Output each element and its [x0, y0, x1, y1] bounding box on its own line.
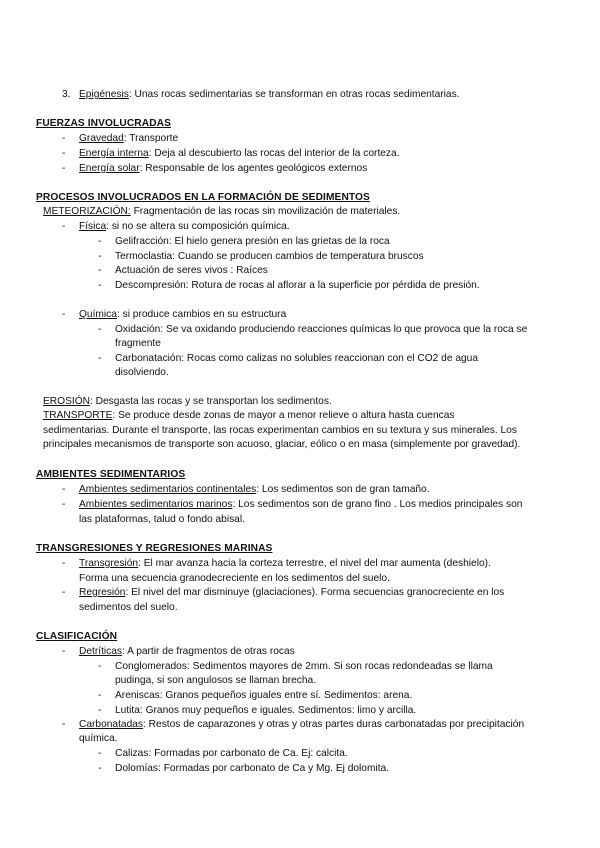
- definition: : Transporte: [123, 133, 179, 144]
- list-item-continuation: pudinga, si son angulosos se llaman brecha.: [115, 675, 317, 686]
- quimica-line: [79, 308, 286, 321]
- bullet-dash: -: [62, 309, 66, 320]
- term: Energía interna: [79, 148, 149, 159]
- definition: : Los sedimentos son de gran tamaño.: [256, 484, 430, 495]
- list-item: [79, 483, 430, 496]
- bullet-dash: -: [62, 484, 66, 495]
- bullet-dash: -: [62, 148, 66, 159]
- bullet-dash: -: [62, 499, 66, 510]
- bullet-dash: -: [98, 661, 102, 672]
- section-heading-ambientes: AMBIENTES SEDIMENTARIOS: [36, 469, 186, 480]
- list-item-continuation: química.: [79, 733, 118, 744]
- term: TRANSPORTE: [43, 410, 113, 421]
- term: Física: [79, 221, 107, 232]
- term: Ambientes sedimentarios marinos: [79, 499, 233, 510]
- intro-line: [79, 88, 460, 101]
- definition: : Los sedimentos son de grano fino . Los medios principales son: [232, 499, 523, 510]
- list-item: [79, 645, 295, 658]
- definition: : Unas rocas sedimentarias se transforman en otras rocas sedimentarias.: [128, 89, 460, 100]
- definition: : El mar avanza hacia la corteza terrestre, el nivel del mar aumenta (deshielo).: [138, 558, 491, 569]
- bullet-dash: -: [98, 324, 102, 335]
- list-item-continuation: Forma una secuencia granodecreciente en los sedimentos del suelo.: [79, 573, 390, 584]
- term: Regresión: [79, 587, 126, 598]
- list-item: [79, 162, 367, 175]
- bullet-dash: -: [98, 763, 102, 774]
- bullet-dash: -: [98, 690, 102, 701]
- definition: : A partir de fragmentos de otras rocas: [122, 646, 295, 657]
- list-item-continuation: fragmente: [115, 338, 161, 349]
- section-heading-fuerzas: FUERZAS INVOLUCRADAS: [36, 118, 172, 129]
- list-item: Conglomerados: Sedimentos mayores de 2mm. Si son rocas redondeadas se llama: [115, 661, 493, 672]
- definition: Fragmentación de las rocas sin movilización de materiales.: [130, 206, 401, 217]
- bullet-dash: -: [62, 221, 66, 232]
- list-item: Lutita: Granos muy pequeños e iguales. Sedimentos: limo y arcilla.: [115, 705, 417, 716]
- bullet-dash: -: [62, 163, 66, 174]
- meteorizacion-line: [43, 205, 400, 218]
- bullet-dash: -: [98, 265, 102, 276]
- bullet-dash: -: [98, 236, 102, 247]
- list-item: Calizas: Formadas por carbonato de Ca. Ej: calcita.: [115, 748, 348, 759]
- bullet-dash: -: [98, 705, 102, 716]
- list-item-continuation: disolviendo.: [115, 367, 169, 378]
- list-item: Termoclastia: Cuando se producen cambios de temperatura bruscos: [115, 251, 424, 262]
- definition: : Se produce desde zonas de mayor a menor relieve o altura hasta cuencas: [112, 410, 455, 421]
- definition: : si produce cambios en su estructura: [116, 309, 287, 320]
- list-item-continuation: las plataformas, talud o fondo abisal.: [79, 514, 245, 525]
- bullet-dash: -: [98, 280, 102, 291]
- section-heading-clasificacion: CLASIFICACIÓN: [36, 631, 118, 642]
- bullet-dash: -: [98, 748, 102, 759]
- erosion-line: [43, 395, 332, 408]
- list-item: [79, 718, 524, 731]
- list-item: [79, 586, 504, 599]
- bullet-dash: -: [62, 587, 66, 598]
- section-heading-transgresiones: TRANSGRESIONES Y REGRESIONES MARINAS: [36, 543, 273, 554]
- definition: : Responsable de los agentes geológicos externos: [139, 163, 368, 174]
- list-item: Dolomías: Formadas por carbonato de Ca y Mg. Ej dolomita.: [115, 763, 390, 774]
- list-item: Carbonatación: Rocas como calizas no solubles reaccionan con el CO2 de agua: [115, 353, 478, 364]
- term: Detríticas: [79, 646, 123, 657]
- term: METEORIZACIÓN:: [43, 206, 131, 217]
- bullet-dash: -: [62, 133, 66, 144]
- transporte-line: [43, 409, 455, 422]
- term: Transgresión: [79, 558, 139, 569]
- list-item: [79, 498, 522, 511]
- definition: : Desgasta las rocas y se transportan los sedimentos.: [89, 396, 332, 407]
- paragraph-line: principales mecanismos de transporte son acuoso, glaciar, eólico o en masa (simplemente por gravedad).: [43, 439, 521, 450]
- definition: : Deja al descubierto las rocas del interior de la corteza.: [148, 148, 400, 159]
- fisica-line: [79, 220, 290, 233]
- list-number: 3.: [62, 89, 71, 100]
- term: Gravedad: [79, 133, 124, 144]
- term: Ambientes sedimentarios continentales: [79, 484, 257, 495]
- paragraph-line: sedimentarias. Durante el transporte, las rocas experimentan cambios en su textura y sus minerales. Los: [43, 425, 517, 436]
- list-item: Areniscas: Granos pequeños iguales entre sí. Sedimentos: arena.: [115, 690, 413, 701]
- section-heading-procesos: PROCESOS INVOLUCRADOS EN LA FORMACIÓN DE SEDIMENTOS: [36, 192, 370, 203]
- list-item: Descompresión: Rotura de rocas al aflorar a la superficie por pérdida de presión.: [115, 280, 480, 291]
- term: Energía solar: [79, 163, 140, 174]
- term: Química: [79, 309, 117, 320]
- term: Epigénesis: [79, 89, 129, 100]
- list-item: [79, 557, 491, 570]
- bullet-dash: -: [62, 646, 66, 657]
- list-item: [79, 132, 178, 145]
- list-item: Oxidación: Se va oxidando produciendo reacciones químicas lo que provoca que la roca se: [115, 324, 528, 335]
- definition: : El nivel del mar disminuye (glaciaciones). Forma secuencias granocreciente en los: [125, 587, 505, 598]
- definition: : si no se altera su composición química.: [106, 221, 290, 232]
- list-item: Actuación de seres vivos : Raíces: [115, 265, 268, 276]
- bullet-dash: -: [62, 719, 66, 730]
- definition: : Restos de caparazones y otras y otras partes duras carbonatadas por precipitación: [143, 719, 525, 730]
- bullet-dash: -: [98, 353, 102, 364]
- list-item: Gelifracción: El hielo genera presión en las grietas de la roca: [115, 236, 390, 247]
- list-item-continuation: sedimentos del suelo.: [79, 602, 178, 613]
- term: EROSIÓN: [43, 396, 90, 407]
- bullet-dash: -: [98, 251, 102, 262]
- term: Carbonatadas: [79, 719, 144, 730]
- list-item: [79, 147, 400, 160]
- bullet-dash: -: [62, 558, 66, 569]
